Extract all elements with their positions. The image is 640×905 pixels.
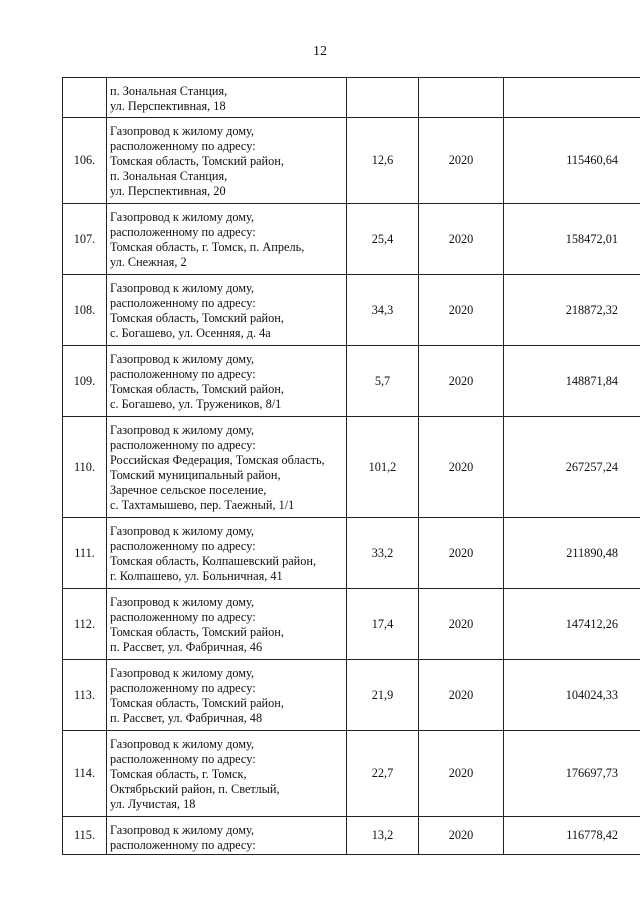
year-value <box>419 78 504 118</box>
description-line: Российская Федерация, Томская область, <box>110 453 325 467</box>
row-number: 115. <box>63 817 107 855</box>
description-line: ул. Снежная, 2 <box>110 255 187 269</box>
table-row <box>63 204 640 275</box>
cost-value: 211890,48 <box>504 518 640 589</box>
year-value: 2020 <box>419 204 504 275</box>
object-description <box>107 346 347 417</box>
length-value: 22,7 <box>347 731 419 817</box>
cost-value <box>504 78 640 118</box>
table-row <box>63 731 640 817</box>
year-value: 2020 <box>419 118 504 204</box>
description-line: расположенному по адресу: <box>110 752 256 766</box>
description-line: расположенному по адресу: <box>110 681 256 695</box>
year-value: 2020 <box>419 346 504 417</box>
year-value: 2020 <box>419 275 504 346</box>
description-line: п. Зональная Станция, <box>110 169 228 183</box>
description-line: расположенному по адресу: <box>110 139 256 153</box>
year-value: 2020 <box>419 417 504 518</box>
table-row <box>63 78 640 118</box>
description-line: с. Тахтамышево, пер. Таежный, 1/1 <box>110 498 295 512</box>
object-description <box>107 204 347 275</box>
year-value: 2020 <box>419 660 504 731</box>
description-line: Газопровод к жилому дому, <box>110 281 255 295</box>
table-body <box>63 78 640 855</box>
cost-value: 148871,84 <box>504 346 640 417</box>
description-line: ул. Перспективная, 18 <box>110 99 226 113</box>
length-value <box>347 78 419 118</box>
description-line: Газопровод к жилому дому, <box>110 823 255 837</box>
description-line: г. Колпашево, ул. Больничная, 41 <box>110 569 283 583</box>
row-number: 107. <box>63 204 107 275</box>
description-line: расположенному по адресу: <box>110 367 256 381</box>
page-number: 12 <box>313 44 327 59</box>
row-number: 112. <box>63 589 107 660</box>
gas-pipeline-table <box>62 77 640 855</box>
description-line: Газопровод к жилому дому, <box>110 524 255 538</box>
object-description <box>107 731 347 817</box>
length-value: 17,4 <box>347 589 419 660</box>
table-row <box>63 118 640 204</box>
year-value: 2020 <box>419 589 504 660</box>
description-line: Заречное сельское поселение, <box>110 483 267 497</box>
description-line: Томская область, Томский район, <box>110 382 284 396</box>
description-line: расположенному по адресу: <box>110 838 256 852</box>
description-line: Газопровод к жилому дому, <box>110 352 255 366</box>
length-value: 21,9 <box>347 660 419 731</box>
table-row <box>63 589 640 660</box>
description-line: расположенному по адресу: <box>110 539 256 553</box>
row-number: 109. <box>63 346 107 417</box>
description-line: расположенному по адресу: <box>110 610 256 624</box>
description-line: п. Рассвет, ул. Фабричная, 48 <box>110 711 263 725</box>
description-line: Газопровод к жилому дому, <box>110 666 255 680</box>
description-line: Газопровод к жилому дому, <box>110 595 255 609</box>
description-line: Октябрьский район, п. Светлый, <box>110 782 280 796</box>
table-row <box>63 817 640 855</box>
length-value: 13,2 <box>347 817 419 855</box>
description-line: п. Зональная Станция, <box>110 84 228 98</box>
cost-value: 104024,33 <box>504 660 640 731</box>
description-line: Томская область, Томский район, <box>110 625 284 639</box>
description-line: расположенному по адресу: <box>110 225 256 239</box>
row-number: 111. <box>63 518 107 589</box>
description-line: Томский муниципальный район, <box>110 468 281 482</box>
description-line: Томская область, г. Томск, <box>110 767 247 781</box>
row-number: 114. <box>63 731 107 817</box>
cost-value: 147412,26 <box>504 589 640 660</box>
object-description <box>107 518 347 589</box>
table-row <box>63 417 640 518</box>
description-line: Томская область, Томский район, <box>110 154 284 168</box>
row-number: 106. <box>63 118 107 204</box>
row-number: 110. <box>63 417 107 518</box>
object-description <box>107 275 347 346</box>
description-line: Томская область, Томский район, <box>110 311 284 325</box>
cost-value: 267257,24 <box>504 417 640 518</box>
cost-value: 115460,64 <box>504 118 640 204</box>
length-value: 33,2 <box>347 518 419 589</box>
year-value: 2020 <box>419 731 504 817</box>
description-line: Томская область, г. Томск, п. Апрель, <box>110 240 305 254</box>
cost-value: 116778,42 <box>504 817 640 855</box>
year-value: 2020 <box>419 817 504 855</box>
object-description <box>107 817 347 855</box>
row-number <box>63 78 107 118</box>
object-description <box>107 118 347 204</box>
year-value: 2020 <box>419 518 504 589</box>
cost-value: 176697,73 <box>504 731 640 817</box>
table-row <box>63 346 640 417</box>
object-description <box>107 78 347 118</box>
description-line: Газопровод к жилому дому, <box>110 124 255 138</box>
description-line: Томская область, Томский район, <box>110 696 284 710</box>
object-description <box>107 660 347 731</box>
cost-value: 218872,32 <box>504 275 640 346</box>
description-line: Газопровод к жилому дому, <box>110 423 255 437</box>
object-description <box>107 417 347 518</box>
description-line: Газопровод к жилому дому, <box>110 210 255 224</box>
description-line: с. Богашево, ул. Тружеников, 8/1 <box>110 397 282 411</box>
description-line: с. Богашево, ул. Осенняя, д. 4а <box>110 326 271 340</box>
description-line: Томская область, Колпашевский район, <box>110 554 317 568</box>
row-number: 113. <box>63 660 107 731</box>
row-number: 108. <box>63 275 107 346</box>
table-row <box>63 660 640 731</box>
length-value: 12,6 <box>347 118 419 204</box>
length-value: 34,3 <box>347 275 419 346</box>
description-line: расположенному по адресу: <box>110 438 256 452</box>
description-line: расположенному по адресу: <box>110 296 256 310</box>
description-line: Газопровод к жилому дому, <box>110 737 255 751</box>
object-description <box>107 589 347 660</box>
length-value: 25,4 <box>347 204 419 275</box>
length-value: 5,7 <box>347 346 419 417</box>
cost-value: 158472,01 <box>504 204 640 275</box>
length-value: 101,2 <box>347 417 419 518</box>
description-line: ул. Перспективная, 20 <box>110 184 226 198</box>
description-line: ул. Лучистая, 18 <box>110 797 196 811</box>
table-row <box>63 275 640 346</box>
description-line: п. Рассвет, ул. Фабричная, 46 <box>110 640 263 654</box>
table-row <box>63 518 640 589</box>
